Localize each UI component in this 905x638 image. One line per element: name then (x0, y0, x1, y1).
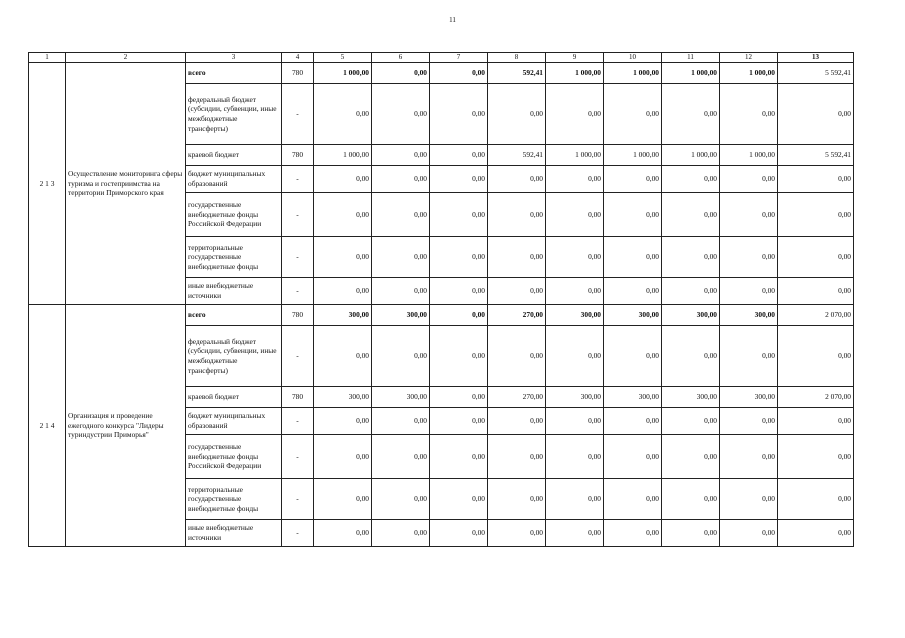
year-value: 0,00 (662, 84, 720, 145)
budget-code: - (282, 84, 314, 145)
year-value: 0,00 (546, 166, 604, 193)
column-number-header: 10 (604, 53, 662, 63)
year-value: 300,00 (720, 305, 778, 326)
year-value: 300,00 (604, 387, 662, 408)
total-value: 0,00 (778, 326, 854, 387)
funding-source: бюджет муниципальных образований (186, 166, 282, 193)
year-value: 0,00 (314, 435, 372, 479)
year-value: 0,00 (430, 305, 488, 326)
funding-source: всего (186, 63, 282, 84)
year-value: 0,00 (662, 193, 720, 237)
year-value: 0,00 (662, 479, 720, 520)
year-value: 0,00 (372, 435, 430, 479)
year-value: 0,00 (372, 237, 430, 278)
budget-code: 780 (282, 63, 314, 84)
total-value: 0,00 (778, 193, 854, 237)
funding-source: всего (186, 305, 282, 326)
year-value: 0,00 (488, 408, 546, 435)
item-name: Осуществление мониторинга сферы туризма и гостеприимства на территории Приморского края (66, 63, 186, 305)
page-number: 11 (449, 16, 456, 24)
year-value: 300,00 (314, 305, 372, 326)
funding-source: иные внебюджетные источники (186, 278, 282, 305)
year-value: 0,00 (546, 193, 604, 237)
total-value: 5 592,41 (778, 145, 854, 166)
year-value: 1 000,00 (720, 63, 778, 84)
funding-source: краевой бюджет (186, 387, 282, 408)
total-value: 0,00 (778, 435, 854, 479)
table-body (29, 63, 854, 547)
year-value: 0,00 (314, 520, 372, 547)
year-value: 0,00 (720, 408, 778, 435)
budget-code: - (282, 326, 314, 387)
item-number: 2 1 4 (29, 305, 66, 547)
year-value: 0,00 (430, 63, 488, 84)
year-value: 0,00 (662, 520, 720, 547)
budget-code: - (282, 520, 314, 547)
year-value: 0,00 (604, 408, 662, 435)
budget-code: - (282, 166, 314, 193)
year-value: 0,00 (430, 326, 488, 387)
year-value: 0,00 (604, 166, 662, 193)
year-value: 0,00 (546, 278, 604, 305)
year-value: 300,00 (372, 387, 430, 408)
year-value: 0,00 (720, 237, 778, 278)
year-value: 0,00 (372, 193, 430, 237)
year-value: 0,00 (662, 326, 720, 387)
year-value: 1 000,00 (546, 145, 604, 166)
year-value: 0,00 (488, 520, 546, 547)
year-value: 0,00 (430, 435, 488, 479)
year-value: 0,00 (546, 326, 604, 387)
budget-code: 780 (282, 305, 314, 326)
year-value: 0,00 (488, 84, 546, 145)
year-value: 0,00 (720, 435, 778, 479)
column-number-header: 9 (546, 53, 604, 63)
year-value: 0,00 (372, 166, 430, 193)
year-value: 0,00 (546, 520, 604, 547)
year-value: 0,00 (430, 84, 488, 145)
year-value: 0,00 (430, 408, 488, 435)
year-value: 0,00 (604, 326, 662, 387)
year-value: 0,00 (488, 237, 546, 278)
year-value: 0,00 (430, 387, 488, 408)
year-value: 0,00 (314, 193, 372, 237)
year-value: 0,00 (372, 84, 430, 145)
year-value: 0,00 (488, 326, 546, 387)
total-value: 2 070,00 (778, 387, 854, 408)
year-value: 0,00 (604, 84, 662, 145)
year-value: 300,00 (546, 387, 604, 408)
year-value: 0,00 (488, 479, 546, 520)
year-value: 0,00 (430, 166, 488, 193)
column-number-header: 13 (778, 53, 854, 63)
budget-code: 780 (282, 145, 314, 166)
year-value: 300,00 (372, 305, 430, 326)
year-value: 0,00 (372, 63, 430, 84)
year-value: 1 000,00 (720, 145, 778, 166)
year-value: 0,00 (314, 479, 372, 520)
year-value: 0,00 (546, 237, 604, 278)
column-number-header: 7 (430, 53, 488, 63)
year-value: 0,00 (662, 278, 720, 305)
year-value: 300,00 (662, 305, 720, 326)
year-value: 0,00 (604, 237, 662, 278)
year-value: 0,00 (720, 166, 778, 193)
year-value: 1 000,00 (314, 145, 372, 166)
year-value: 592,41 (488, 145, 546, 166)
year-value: 0,00 (546, 479, 604, 520)
budget-code: - (282, 193, 314, 237)
year-value: 1 000,00 (662, 145, 720, 166)
year-value: 300,00 (546, 305, 604, 326)
year-value: 0,00 (604, 435, 662, 479)
year-value: 0,00 (314, 278, 372, 305)
year-value: 0,00 (720, 326, 778, 387)
column-number-header: 2 (66, 53, 186, 63)
column-number-header: 1 (29, 53, 66, 63)
year-value: 0,00 (662, 408, 720, 435)
column-number-header: 5 (314, 53, 372, 63)
funding-source: бюджет муниципальных образований (186, 408, 282, 435)
year-value: 0,00 (662, 166, 720, 193)
budget-code: - (282, 408, 314, 435)
funding-source: государственные внебюджетные фонды Российской Федерации (186, 435, 282, 479)
year-value: 0,00 (720, 193, 778, 237)
column-number-header: 3 (186, 53, 282, 63)
year-value: 300,00 (662, 387, 720, 408)
budget-code: - (282, 479, 314, 520)
funding-source: территориальные государственные внебюджетные фонды (186, 237, 282, 278)
funding-source: краевой бюджет (186, 145, 282, 166)
year-value: 300,00 (604, 305, 662, 326)
year-value: 592,41 (488, 63, 546, 84)
year-value: 0,00 (604, 278, 662, 305)
year-value: 0,00 (314, 166, 372, 193)
year-value: 0,00 (430, 278, 488, 305)
column-number-header: 6 (372, 53, 430, 63)
year-value: 1 000,00 (662, 63, 720, 84)
year-value: 0,00 (430, 520, 488, 547)
column-number-header: 11 (662, 53, 720, 63)
year-value: 0,00 (372, 408, 430, 435)
funding-source: федеральный бюджет (субсидии, субвенции, иные межбюджетные трансферты) (186, 326, 282, 387)
total-value: 0,00 (778, 84, 854, 145)
funding-source: федеральный бюджет (субсидии, субвенции, иные межбюджетные трансферты) (186, 84, 282, 145)
budget-code: - (282, 435, 314, 479)
year-value: 300,00 (720, 387, 778, 408)
year-value: 0,00 (488, 278, 546, 305)
year-value: 0,00 (372, 520, 430, 547)
year-value: 0,00 (720, 520, 778, 547)
year-value: 1 000,00 (604, 63, 662, 84)
year-value: 0,00 (720, 84, 778, 145)
year-value: 0,00 (430, 237, 488, 278)
funding-source: государственные внебюджетные фонды Российской Федерации (186, 193, 282, 237)
year-value: 0,00 (546, 408, 604, 435)
year-value: 0,00 (314, 84, 372, 145)
year-value: 0,00 (662, 237, 720, 278)
year-value: 1 000,00 (314, 63, 372, 84)
year-value: 0,00 (662, 435, 720, 479)
year-value: 1 000,00 (604, 145, 662, 166)
column-number-header: 12 (720, 53, 778, 63)
year-value: 0,00 (546, 435, 604, 479)
table-row (29, 305, 854, 326)
total-value: 0,00 (778, 237, 854, 278)
total-value: 2 070,00 (778, 305, 854, 326)
year-value: 300,00 (314, 387, 372, 408)
year-value: 0,00 (372, 479, 430, 520)
year-value: 0,00 (604, 193, 662, 237)
total-value: 0,00 (778, 479, 854, 520)
year-value: 1 000,00 (546, 63, 604, 84)
year-value: 0,00 (720, 479, 778, 520)
column-number-header: 4 (282, 53, 314, 63)
total-value: 5 592,41 (778, 63, 854, 84)
funding-source: территориальные государственные внебюджетные фонды (186, 479, 282, 520)
column-number-row (29, 53, 854, 63)
total-value: 0,00 (778, 278, 854, 305)
year-value: 0,00 (430, 145, 488, 166)
year-value: 0,00 (372, 278, 430, 305)
table-header (29, 53, 854, 63)
budget-code: - (282, 237, 314, 278)
year-value: 0,00 (430, 479, 488, 520)
year-value: 0,00 (314, 326, 372, 387)
budget-table (28, 52, 854, 547)
year-value: 0,00 (314, 237, 372, 278)
year-value: 0,00 (488, 435, 546, 479)
year-value: 0,00 (488, 193, 546, 237)
year-value: 0,00 (604, 479, 662, 520)
year-value: 0,00 (372, 145, 430, 166)
item-number: 2 1 3 (29, 63, 66, 305)
year-value: 0,00 (488, 166, 546, 193)
year-value: 270,00 (488, 387, 546, 408)
total-value: 0,00 (778, 520, 854, 547)
funding-source: иные внебюджетные источники (186, 520, 282, 547)
total-value: 0,00 (778, 408, 854, 435)
year-value: 0,00 (314, 408, 372, 435)
table-row (29, 63, 854, 84)
year-value: 0,00 (604, 520, 662, 547)
item-name: Организация и проведение ежегодного конкурса "Лидеры туриндустрии Приморья" (66, 305, 186, 547)
year-value: 0,00 (372, 326, 430, 387)
year-value: 0,00 (720, 278, 778, 305)
budget-code: 780 (282, 387, 314, 408)
total-value: 0,00 (778, 166, 854, 193)
year-value: 0,00 (546, 84, 604, 145)
year-value: 0,00 (430, 193, 488, 237)
column-number-header: 8 (488, 53, 546, 63)
year-value: 270,00 (488, 305, 546, 326)
budget-code: - (282, 278, 314, 305)
